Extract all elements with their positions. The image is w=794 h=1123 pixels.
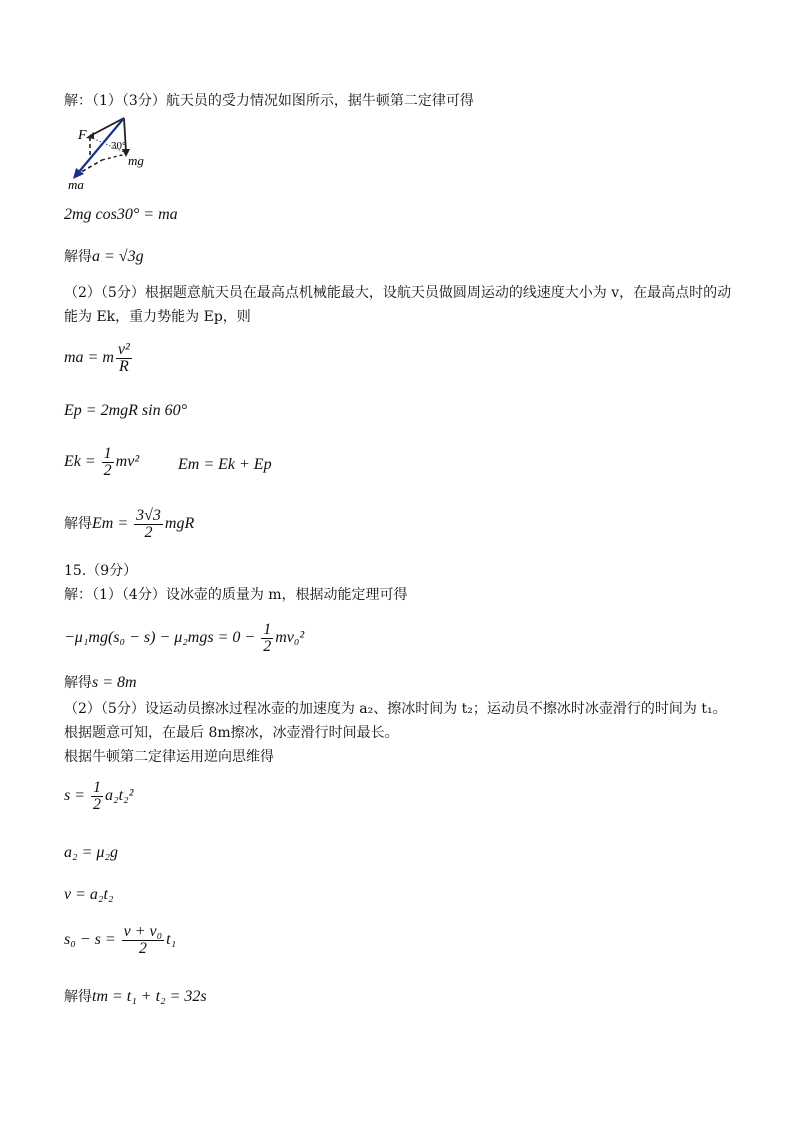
result-s [64,674,137,692]
result-a-math: a = √3g [92,248,144,265]
result-em-left: Em = [92,515,133,533]
solution-part1-intro: 解：（1）（3分）航天员的受力情况如图所示，据牛顿第二定律可得 [64,93,474,109]
equation-5: Em = Ek + Ep [178,456,272,473]
result-t-prefix: 解得 [64,989,92,1005]
eq2-num: v² [117,341,130,358]
eq6-left: −μ₁mg(s₀ − s) − μ₂mgs = 0 − [64,629,260,647]
eq6-num: 1 [263,621,272,638]
equation-9: v = a₂t₂ [64,886,114,903]
result-em-den: 2 [144,524,153,541]
equation-8: a₂ = μ₂g [64,844,118,861]
equation-4 [64,446,139,479]
result-s-math: s = 8m [92,674,137,691]
eq10-left: s₀ − s = [64,931,120,949]
eq6-right: mv₀² [275,629,305,647]
result-em-num: 3√3 [136,507,161,524]
eq2-left: ma = m [64,349,114,367]
equation-7 [64,780,133,813]
result-em [64,508,194,541]
equation-1: 2mg cos30° = ma [64,206,178,223]
eq7-den: 2 [93,796,102,813]
result-t-math: tm = t₁ + t₂ = 32s [92,988,207,1005]
equation-6 [64,622,304,655]
eq10-den: 2 [138,940,147,957]
eq10-num: v + v₀ [123,923,163,940]
equation-10 [64,924,176,957]
eq4-left: Ek = [64,453,100,471]
eq6-den: 2 [263,638,272,655]
result-a-prefix: 解得 [64,249,92,265]
label-mg: mg [128,153,144,168]
force-diagram [64,110,154,192]
result-s-prefix: 解得 [64,675,92,691]
result-t [64,988,207,1006]
label-ma: ma [68,177,84,192]
solution-part2-line2: 能为 Ek，重力势能为 Ep，则 [64,309,251,325]
eq4-num: 1 [103,445,112,462]
eq7-right: a₂t₂² [105,787,134,805]
eq4-den: 2 [103,462,112,479]
result-a [64,248,144,266]
question-15-heading: 15.（9分） [64,563,138,579]
result-em-prefix: 解得 [64,516,92,533]
solution-part2-line1: （2）（5分）根据题意航天员在最高点机械能最大，设航天员做圆周运动的线速度大小为 v，在最高点时的动 [64,285,732,301]
equation-2 [64,342,134,375]
question-15-part1: 解：（1）（4分）设冰壶的质量为 m，根据动能定理可得 [64,587,408,603]
label-angle: 30° [111,140,127,152]
eq10-right: t₁ [166,931,177,949]
result-em-right: mgR [164,515,195,533]
eq7-left: s = [64,787,90,805]
eq4-right: mv² [115,453,140,471]
equation-3: Ep = 2mgR sin 60° [64,402,187,419]
question-15-part2-line2: 根据题意可知，在最后 8m擦冰，冰壶滑行时间最长。 [64,725,399,741]
question-15-part2-line1: （2）（5分）设运动员擦冰过程冰壶的加速度为 a₂、擦冰时间为 t₂；运动员不擦冰时冰壶滑行的时间为 t₁。 [64,701,727,717]
eq7-num: 1 [93,779,102,796]
label-F: F [78,128,87,143]
eq2-den: R [118,358,129,375]
question-15-part2-line3: 根据牛顿第二定律运用逆向思维得 [64,749,274,765]
